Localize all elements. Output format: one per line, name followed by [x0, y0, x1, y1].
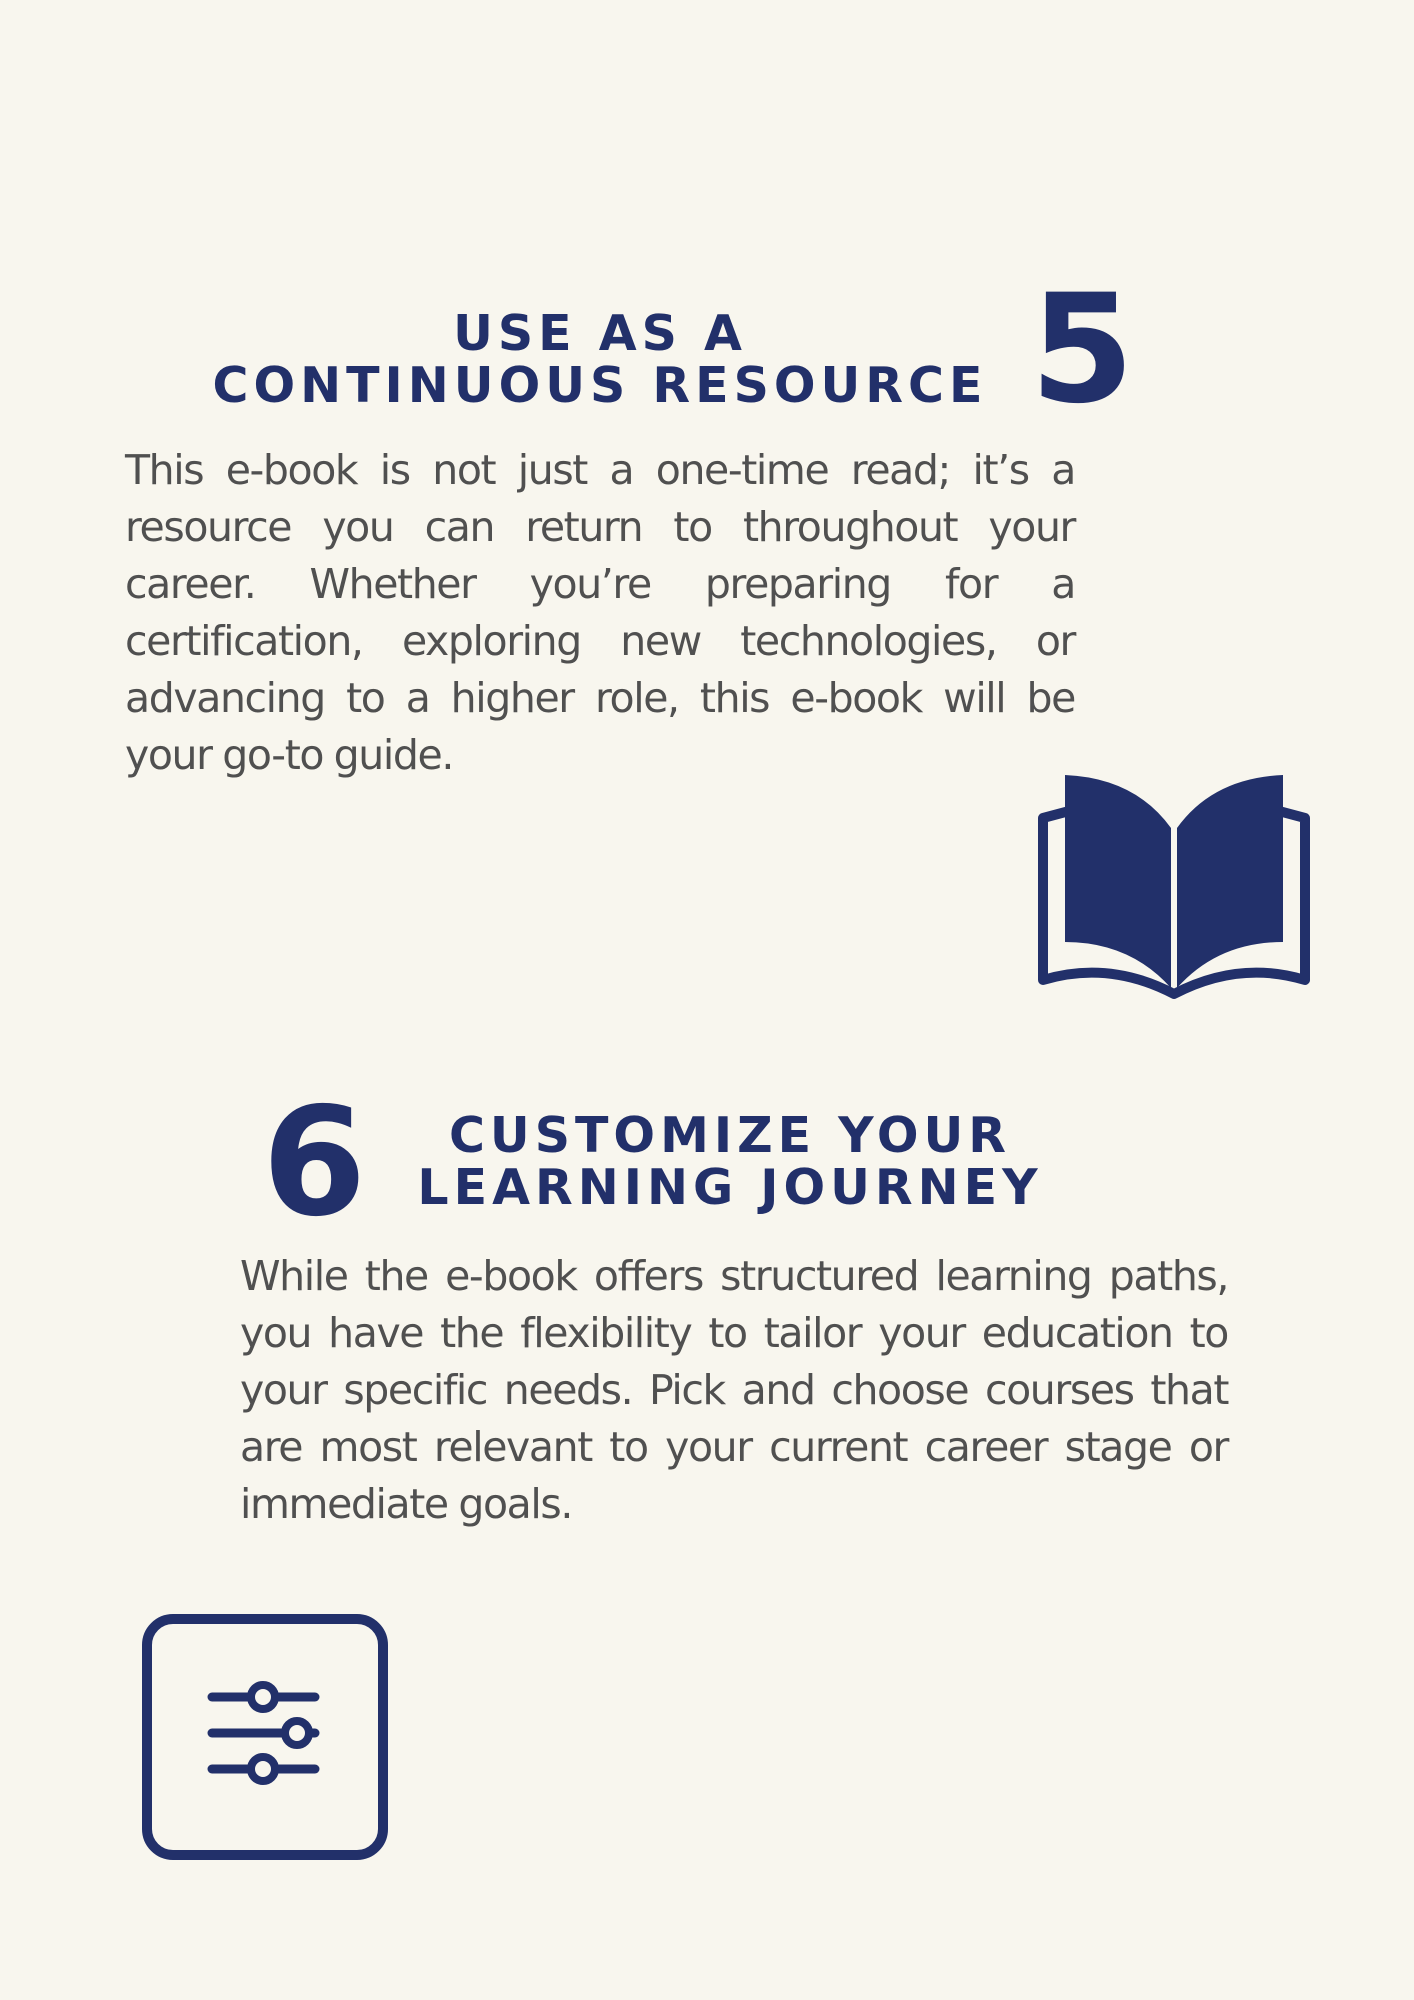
section-6-number: 6	[262, 1076, 367, 1250]
section-6-body: While the e-book offers structured learning paths, you have the flexibility to tailor your education to your specific needs. Pick and choose courses that are most relevant to your current career stage or immediate goals.	[240, 1252, 1228, 1528]
section-5-title-line-1: USE AS A	[453, 305, 747, 362]
section-6-title-line-2: LEARNING JOURNEY	[417, 1159, 1043, 1216]
section-5-number: 5	[1030, 263, 1135, 437]
section-5-title-line-2: CONTINUOUS RESOURCE	[212, 357, 988, 414]
section-6-heading	[380, 1107, 1080, 1216]
section-5-heading	[210, 305, 990, 414]
sliders-settings-icon	[140, 1612, 390, 1862]
open-book-icon	[1035, 770, 1315, 1005]
section-5-body: This e-book is not just a one-time read; it’s a resource you can return to throughout your career. Whether you’re preparing for a certification, exploring new technologies, or advancing to a higher role, this e-book will be your go-to guide.	[125, 446, 1075, 779]
section-6-title-line-1: CUSTOMIZE YOUR	[448, 1107, 1012, 1164]
